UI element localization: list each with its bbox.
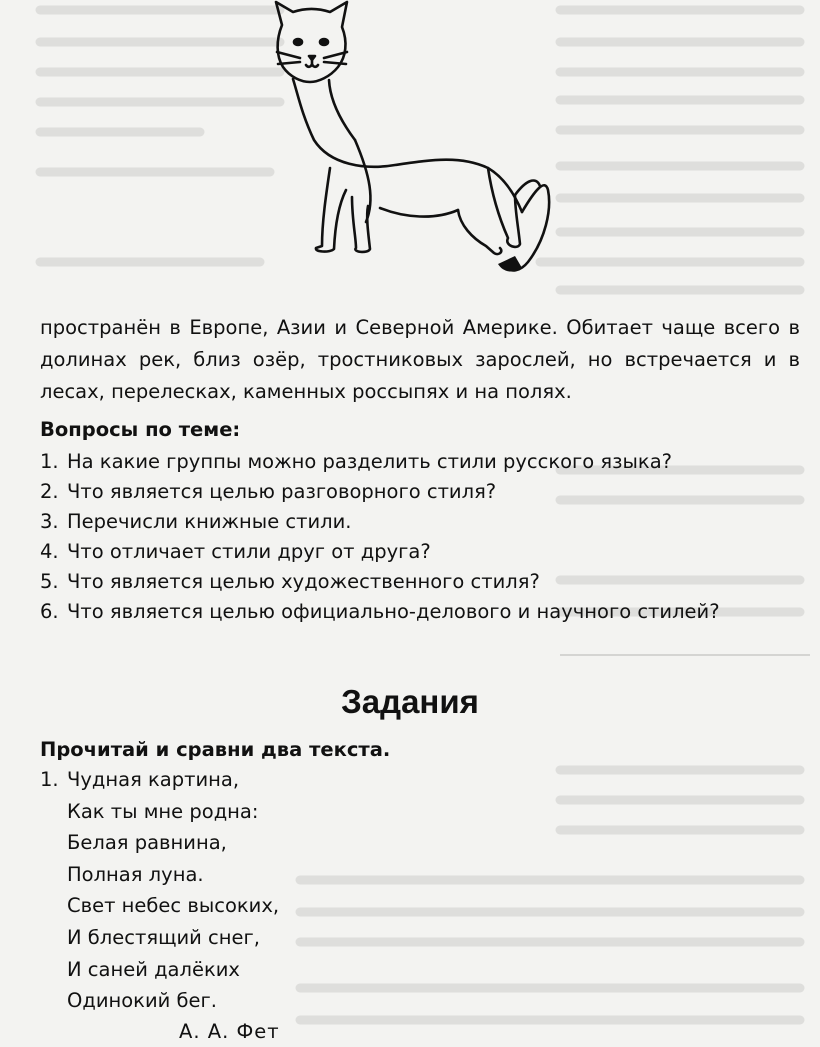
question-item: [40, 447, 800, 477]
question-number: 3.: [40, 510, 59, 533]
question-item: [40, 597, 800, 627]
question-number: 5.: [40, 570, 59, 593]
question-number: 6.: [40, 600, 59, 623]
question-text: Что является целью официально-делового и научного стилей?: [67, 600, 720, 623]
ferret-illustration: [262, 0, 562, 280]
question-item: [40, 477, 800, 507]
questions-list: [40, 447, 800, 627]
poem-line: Одинокий бег.: [67, 989, 217, 1013]
poem-number: 1.: [40, 768, 59, 791]
poem: [40, 764, 540, 1047]
question-text: На какие группы можно разделить стили русского языка?: [67, 450, 672, 473]
poem-line: Свет небес высоких,: [67, 894, 280, 918]
intro-text: пространён в Европе, Азии и Северной Америке. Обитает чаще всего в долинах рек, близ озёр, тростниковых зарослей, но встречается и в лесах, перелесках, каменных россыпях и на полях.: [40, 316, 800, 403]
questions-title: Вопросы по теме:: [40, 418, 241, 441]
poem-line: И саней далёких: [67, 957, 240, 981]
question-text: Перечисли книжные стили.: [67, 510, 352, 533]
question-number: 2.: [40, 480, 59, 503]
question-item: [40, 507, 800, 537]
poem-line: [40, 764, 540, 796]
poem-line: И блестящий снег,: [67, 925, 260, 949]
questions-section: [40, 415, 800, 627]
section-heading: Задания: [341, 683, 479, 720]
poem-line: Как ты мне родна:: [67, 799, 259, 823]
question-text: Что является целью разговорного стиля?: [67, 480, 497, 503]
task-instruction: Прочитай и сравни два текста.: [40, 738, 391, 761]
poem-line-text: Чудная картина,: [67, 768, 240, 791]
question-item: [40, 567, 800, 597]
question-number: 4.: [40, 540, 59, 563]
question-text: Что отличает стили друг от друга?: [67, 540, 431, 563]
poem-line: Полная луна.: [67, 862, 204, 886]
question-number: 1.: [40, 450, 59, 473]
intro-paragraph: [40, 312, 800, 408]
poem-line: Белая равнина,: [67, 831, 227, 855]
question-text: Что является целью художественного стиля?: [67, 570, 540, 593]
poem-author: А. А. Фет: [179, 1019, 280, 1043]
question-item: [40, 537, 800, 567]
